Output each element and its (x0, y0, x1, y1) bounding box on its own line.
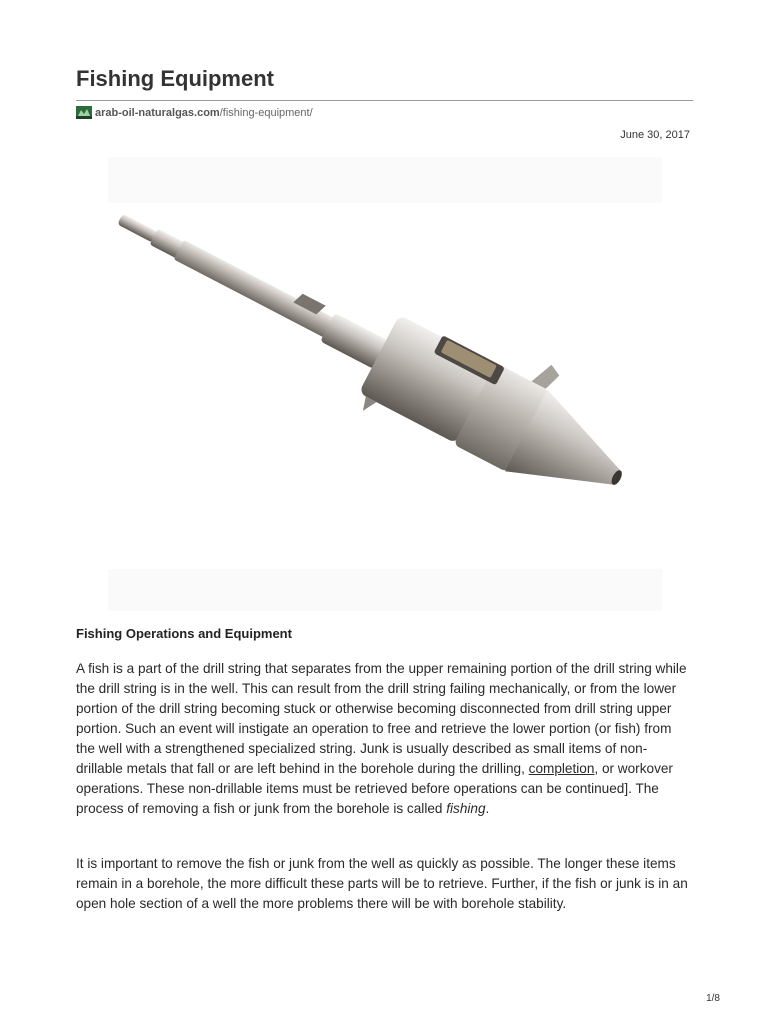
fishing-emphasis: fishing (446, 801, 486, 816)
publish-date: June 30, 2017 (620, 129, 690, 141)
paragraph-1-end: . (485, 801, 490, 816)
page-number: 1/8 (706, 993, 720, 1004)
paragraph-2: It is important to remove the fish or junk from the well as quickly as possible. The longer these items remain in a borehole, the more difficult these parts will be to retrieve. Further, if the fish or junk is in an open hole section of a well the more problems there will be with borehole stability. (76, 856, 688, 911)
section-heading: Fishing Operations and Equipment (76, 626, 292, 641)
title-divider (76, 100, 693, 101)
site-favicon-icon (76, 106, 92, 119)
paragraph-1-part-2: , or workover operations. These non-drillable items must be retrieved before operations can be continued]. The process of removing a fish or junk from the borehole is called (76, 761, 673, 816)
source-path[interactable]: /fishing-equipment/ (219, 106, 313, 119)
source-url[interactable] (76, 106, 313, 119)
fishing-tool-image (108, 157, 662, 611)
completion-link[interactable]: completion (528, 761, 595, 776)
page-title: Fishing Equipment (76, 66, 274, 91)
paragraph-1 (76, 659, 694, 819)
source-domain[interactable]: arab-oil-naturalgas.com (95, 106, 220, 119)
figure-fishing-tool (108, 157, 662, 611)
paragraph-1-part-1: A fish is a part of the drill string that separates from the upper remaining portion of the drill string while the drill string is in the well. This can result from the drill string failing mechanically, or from the lower portion of the drill string becoming stuck or otherwise becoming disconnected from drill string upper portion. Such an event will instigate an operation to free and retrieve the lower portion (or fish) from the well with a strengthened specialized string. Junk is usually described as small items of non-drillable metals that fall or are left behind in the borehole during the drilling, (76, 661, 687, 776)
